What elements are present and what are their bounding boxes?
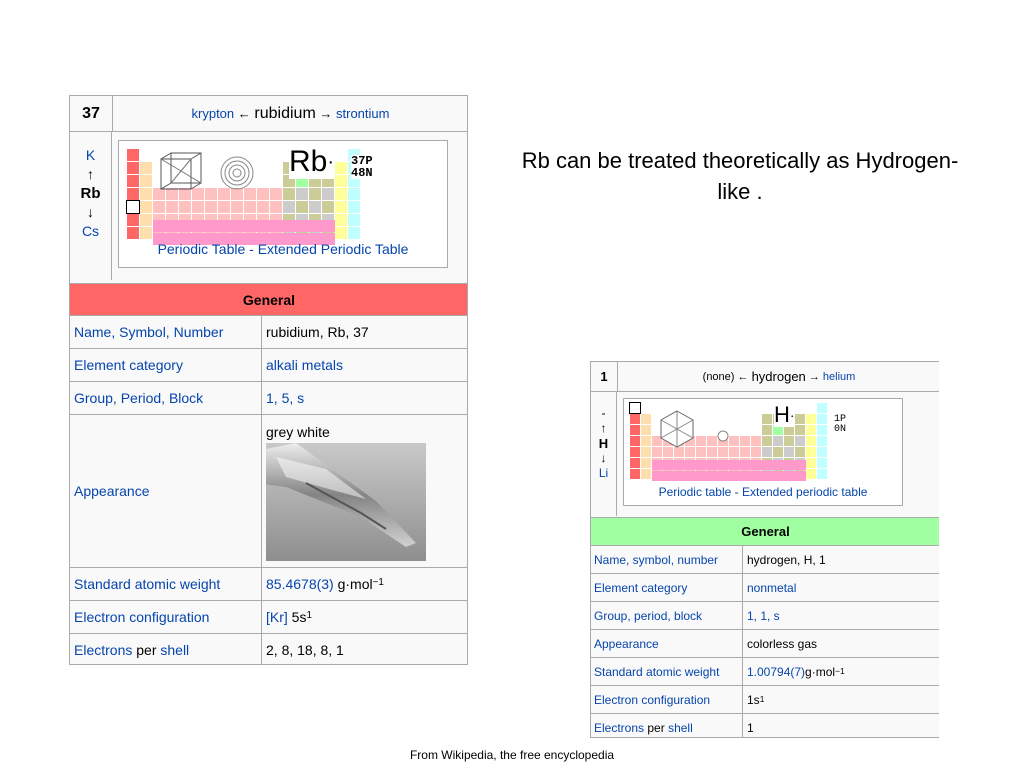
- periodic-cell: [795, 436, 805, 446]
- h-nucleus-counts: 1P 0N: [834, 414, 847, 435]
- periodic-cell: [192, 201, 204, 213]
- periodic-cell: [335, 162, 347, 174]
- footer-source: From Wikipedia, the free encyclopedia: [409, 748, 615, 762]
- periodic-cell: [806, 425, 816, 435]
- periodic-cell: [773, 447, 783, 457]
- table-row: [591, 601, 939, 629]
- periodic-cell: [348, 188, 360, 200]
- periodic-cell: [806, 436, 816, 446]
- h-table-links: Periodic table - Extended periodic table: [658, 485, 868, 499]
- table-row: [70, 348, 468, 381]
- periodic-cell: [335, 201, 347, 213]
- periodic-cell: [140, 188, 152, 200]
- periodic-cell: [257, 188, 269, 200]
- periodic-cell: [335, 214, 347, 226]
- periodic-cell: [751, 436, 761, 446]
- rb-group-nav: [70, 132, 112, 280]
- rb-value-appearance: grey white: [262, 415, 426, 567]
- periodic-cell: [257, 201, 269, 213]
- periodic-cell: [630, 436, 640, 446]
- periodic-cell: [205, 201, 217, 213]
- rb-label-group-period-block[interactable]: Group, Period, Block: [70, 382, 262, 414]
- rb-periodic-table-link[interactable]: Periodic Table: [157, 241, 246, 257]
- h-periodic-table-link[interactable]: Periodic table: [658, 485, 732, 499]
- rb-value-electrons-per-shell: 2, 8, 18, 8, 1: [266, 642, 344, 658]
- h-value-electrons-per-shell: 1: [747, 720, 754, 735]
- periodic-cell: [127, 227, 139, 239]
- rb-value-standard-atomic-weight: 85.4678(3) g·mol $^{-1}$: [266, 576, 384, 592]
- h-label-electrons-per-shell: Electrons per shell: [591, 714, 743, 738]
- periodic-cell: [309, 201, 321, 213]
- rb-value-element-category[interactable]: alkali metals: [266, 357, 344, 373]
- periodic-cell: [762, 414, 772, 424]
- periodic-cell: [729, 447, 739, 457]
- periodic-cell: [244, 201, 256, 213]
- periodic-cell: [806, 458, 816, 468]
- periodic-cell: [348, 214, 360, 226]
- f-block-strip: [652, 471, 806, 481]
- periodic-cell: [795, 425, 805, 435]
- h-symbol: H: [598, 436, 609, 451]
- rb-label-standard-atomic-weight[interactable]: Standard atomic weight: [70, 568, 262, 600]
- periodic-cell: [270, 201, 282, 213]
- rb-down-arrow: ↓: [87, 204, 94, 220]
- rb-header-row: [70, 96, 468, 132]
- periodic-cell: [140, 175, 152, 187]
- h-property-rows: [591, 545, 939, 738]
- h-label-appearance[interactable]: Appearance: [591, 630, 743, 657]
- periodic-cell: [630, 458, 640, 468]
- table-row: [70, 381, 468, 414]
- table-row: [70, 414, 468, 567]
- periodic-cell: [762, 447, 772, 457]
- table-row: [70, 315, 468, 348]
- periodic-cell: [296, 188, 308, 200]
- periodic-cell: [784, 447, 794, 457]
- periodic-cell: [179, 201, 191, 213]
- periodic-cell: [335, 227, 347, 239]
- periodic-cell: [773, 436, 783, 446]
- h-value-group-period-block[interactable]: 1, 1, s: [747, 608, 780, 623]
- periodic-cell: [283, 201, 295, 213]
- periodic-cell: [729, 436, 739, 446]
- h-value-standard-atomic-weight: 1.00794(7) g·mol $^{-1}$: [747, 664, 845, 679]
- rb-atomic-number: 37: [70, 96, 113, 131]
- periodic-cell: [817, 403, 827, 413]
- f-block-strip: [652, 460, 806, 470]
- periodic-cell: [641, 458, 651, 468]
- hydrogen-infobox: [590, 361, 939, 738]
- periodic-cell: [630, 414, 640, 424]
- periodic-cell: [127, 214, 139, 226]
- rb-ampoule-image: [266, 443, 426, 561]
- rubidium-infobox: [69, 95, 468, 665]
- periodic-cell: [751, 447, 761, 457]
- periodic-cell: [641, 469, 651, 479]
- periodic-cell: [140, 162, 152, 174]
- rb-property-rows: [70, 315, 468, 665]
- table-row: [591, 629, 939, 657]
- rb-section-general: General: [70, 283, 468, 315]
- periodic-cell: [127, 149, 139, 161]
- periodic-cell: [309, 188, 321, 200]
- rb-label-appearance[interactable]: Appearance: [70, 415, 262, 567]
- rb-symbol: Rb: [80, 185, 101, 202]
- periodic-cell: [335, 188, 347, 200]
- periodic-cell: [127, 175, 139, 187]
- h-value-appearance: colorless gas: [747, 636, 818, 651]
- h-big-symbol: H·: [774, 402, 795, 427]
- table-row: [591, 657, 939, 685]
- periodic-cell: [817, 425, 827, 435]
- rb-below-link[interactable]: Cs: [81, 223, 100, 239]
- periodic-cell: [641, 414, 651, 424]
- periodic-cell: [140, 214, 152, 226]
- periodic-cell: [641, 447, 651, 457]
- h-crystal-structure-icon: [652, 407, 702, 451]
- slide-caption: Rb can be treated theoretically as Hydrogen-like .: [521, 148, 959, 204]
- periodic-cell: [630, 403, 640, 413]
- periodic-cell: [348, 227, 360, 239]
- h-label-group-period-block[interactable]: Group, period, block: [591, 602, 743, 629]
- periodic-cell: [630, 447, 640, 457]
- rb-sample-photo[interactable]: [266, 443, 426, 561]
- h-extended-periodic-table-link[interactable]: Extended periodic table: [741, 485, 868, 499]
- table-row: [70, 567, 468, 600]
- periodic-cell: [806, 414, 816, 424]
- table-row: [70, 633, 468, 665]
- rb-up-arrow: ↑: [87, 166, 94, 182]
- periodic-cell: [762, 436, 772, 446]
- table-row: [591, 685, 939, 713]
- h-value-name-symbol-number: hydrogen, H, 1: [747, 552, 826, 567]
- periodic-cell: [784, 436, 794, 446]
- periodic-cell: [630, 469, 640, 479]
- rb-above-link[interactable]: K: [85, 147, 96, 163]
- periodic-cell: [140, 201, 152, 213]
- table-row: [591, 545, 939, 573]
- table-row: [70, 600, 468, 633]
- periodic-cell: [153, 201, 165, 213]
- periodic-cell: [718, 447, 728, 457]
- rb-crystal-structure-icon: [157, 149, 217, 199]
- periodic-cell: [335, 175, 347, 187]
- rb-label-element-category[interactable]: Element category: [70, 349, 262, 381]
- h-element-name: hydrogen: [751, 369, 806, 384]
- h-periodic-diagram: [623, 398, 903, 506]
- rb-label-name-symbol-number[interactable]: Name, Symbol, Number: [70, 316, 262, 348]
- h-electron-shell-icon: [716, 429, 730, 443]
- periodic-cell: [641, 436, 651, 446]
- periodic-cell: [740, 436, 750, 446]
- h-next-link[interactable]: helium: [822, 370, 856, 383]
- periodic-cell: [348, 201, 360, 213]
- h-value-electron-configuration: 1s $^1$: [747, 692, 765, 707]
- rb-value-electron-configuration: [Kr] 5s $^1$: [266, 609, 312, 625]
- h-nav-title: (none) ← hydrogen → helium: [702, 369, 856, 384]
- periodic-cell: [127, 162, 139, 174]
- periodic-cell: [762, 425, 772, 435]
- h-below-link[interactable]: Li: [598, 466, 609, 480]
- rb-arrow-right: →: [319, 106, 333, 121]
- periodic-cell: [817, 414, 827, 424]
- h-above: -: [601, 406, 606, 420]
- periodic-cell: [322, 201, 334, 213]
- rb-big-symbol: Rb·: [289, 145, 335, 178]
- h-section-general: General: [591, 517, 939, 545]
- rb-value-group-period-block[interactable]: 1, 5, s: [266, 390, 305, 406]
- periodic-cell: [817, 447, 827, 457]
- periodic-cell: [140, 227, 152, 239]
- periodic-cell: [630, 425, 640, 435]
- periodic-cell: [817, 436, 827, 446]
- rb-nav-title: [113, 96, 468, 131]
- rb-extended-periodic-table-link[interactable]: Extended Periodic Table: [257, 241, 409, 257]
- periodic-cell: [806, 469, 816, 479]
- periodic-cell: [707, 447, 717, 457]
- h-label-standard-atomic-weight[interactable]: Standard atomic weight: [591, 658, 743, 685]
- rb-electron-shell-icon: [219, 155, 255, 191]
- periodic-cell: [795, 414, 805, 424]
- periodic-cell: [231, 201, 243, 213]
- h-label-name-symbol-number[interactable]: Name, symbol, number: [591, 546, 743, 573]
- rb-prev-link[interactable]: krypton: [191, 106, 235, 121]
- periodic-cell: [296, 201, 308, 213]
- rb-arrow-left: ←: [237, 106, 251, 121]
- table-row: [591, 573, 939, 601]
- rb-next-link[interactable]: strontium: [336, 106, 390, 121]
- rb-periodic-diagram: [118, 140, 448, 268]
- rb-table-links: Periodic Table - Extended Periodic Table: [157, 241, 409, 257]
- h-prev: (none): [702, 370, 735, 383]
- h-value-element-category[interactable]: nonmetal: [747, 580, 797, 595]
- rb-label-electron-configuration[interactable]: Electron configuration: [70, 601, 262, 633]
- periodic-cell: [641, 425, 651, 435]
- h-group-nav: - ↑ H ↓ Li: [591, 392, 617, 516]
- periodic-cell: [270, 188, 282, 200]
- f-block-strip: [153, 220, 335, 232]
- rb-value-name-symbol-number: rubidium, Rb, 37: [266, 324, 369, 340]
- h-label-element-category[interactable]: Element category: [591, 574, 743, 601]
- periodic-cell: [740, 447, 750, 457]
- periodic-cell: [322, 188, 334, 200]
- periodic-cell: [127, 201, 139, 213]
- h-label-electron-configuration[interactable]: Electron configuration: [591, 686, 743, 713]
- periodic-cell: [166, 201, 178, 213]
- periodic-cell: [817, 458, 827, 468]
- rb-label-electrons-per-shell: Electrons per shell: [70, 634, 262, 665]
- periodic-cell: [806, 447, 816, 457]
- periodic-cell: [795, 447, 805, 457]
- periodic-cell: [817, 469, 827, 479]
- rb-nucleus-counts: 37P 48N: [351, 154, 373, 180]
- periodic-cell: [283, 188, 295, 200]
- periodic-cell: [218, 201, 230, 213]
- rb-element-name: rubidium: [254, 104, 316, 122]
- table-row: [591, 713, 939, 738]
- h-atomic-number: 1: [591, 362, 618, 391]
- periodic-cell: [127, 188, 139, 200]
- h-header-row: [591, 362, 939, 392]
